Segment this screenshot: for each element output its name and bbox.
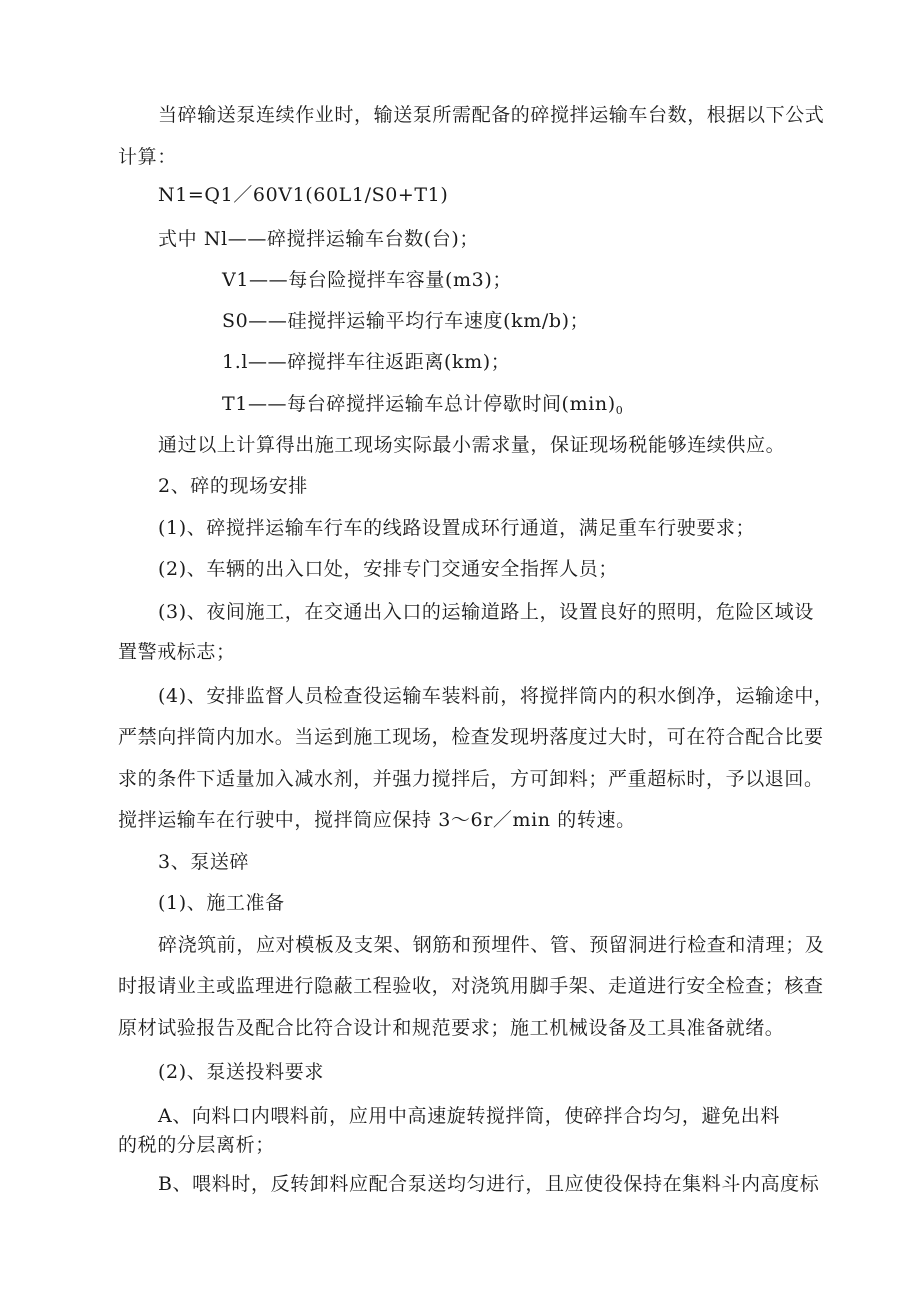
list-item-continuation: 置警戒标志； <box>118 641 236 663</box>
definition-item: V1——每台险搅拌车容量(m3)； <box>222 269 512 291</box>
paragraph-line: A、向料口内喂料前，应用中高速旋转搅拌筒，使碎拌合均匀，避免出料 <box>158 1105 780 1127</box>
paragraph-line: 通过以上计算得出施工现场实际最小需求量，保证现场税能够连续供应。 <box>158 434 786 456</box>
list-item: (2)、车辆的出入口处，安排专门交通安全指挥人员； <box>158 558 618 580</box>
section-heading: 2、碎的现场安排 <box>158 475 308 497</box>
section-heading: 3、泵送碎 <box>158 851 250 873</box>
paragraph-line: 时报请业主或监理进行隐蔽工程验收，对浇筑用脚手架、走道进行安全检查；核查 <box>118 975 824 997</box>
paragraph-line: B、喂料时，反转卸料应配合泵送均匀进行，且应使役保持在集料斗内高度标 <box>158 1173 820 1195</box>
list-item: (3)、夜间施工，在交通出入口的运输道路上，设置良好的照明，危险区域设 <box>158 601 814 623</box>
paragraph-line: 计算： <box>118 146 177 168</box>
list-item-continuation: 搅拌运输车在行驶中，搅拌筒应保持 3～6r／min 的转速。 <box>118 809 636 831</box>
list-item: (4)、安排监督人员检查役运输车装料前，将搅拌筒内的积水倒净，运输途中， <box>158 685 834 707</box>
formula: N1=Q1／60V1(60L1/S0+T1) <box>158 184 449 206</box>
paragraph-line: 当碎输送泵连续作业时，输送泵所需配备的碎搅拌运输车台数，根据以下公式 <box>158 104 825 126</box>
definition-item: S0——硅搅拌运输平均行车速度(km/b)； <box>222 310 590 332</box>
paragraph-line: 碎浇筑前，应对模板及支架、钢筋和预埋件、管、预留洞进行检查和清理；及 <box>158 934 825 956</box>
list-item-continuation: 求的条件下适量加入减水剂，并强力搅拌后，方可卸料；严重超标时，予以退回。 <box>118 768 824 790</box>
list-item-continuation: 严禁向拌筒内加水。当运到施工现场，检查发现坍落度过大时，可在符合配合比要 <box>118 726 824 748</box>
paragraph-line: 的税的分层离析； <box>118 1134 275 1156</box>
definition-item: 1.l——碎搅拌车往返距离(km)； <box>222 351 511 373</box>
definition-text: T1——每台碎搅拌运输车总计停歇时间(min) <box>222 393 616 415</box>
definition-subscript: 0 <box>615 404 624 417</box>
definition-intro: 式中 Nl——碎搅拌运输车台数(台)； <box>158 228 479 250</box>
paragraph-line: 原材试验报告及配合比符合设计和规范要求；施工机械设备及工具准备就绪。 <box>118 1017 785 1039</box>
definition-item <box>222 392 623 423</box>
subsection-heading: (2)、泵送投料要求 <box>158 1061 324 1083</box>
subsection-heading: (1)、施工准备 <box>158 892 285 914</box>
list-item: (1)、碎搅拌运输车行车的线路设置成环行通道，满足重车行驶要求； <box>158 517 756 539</box>
